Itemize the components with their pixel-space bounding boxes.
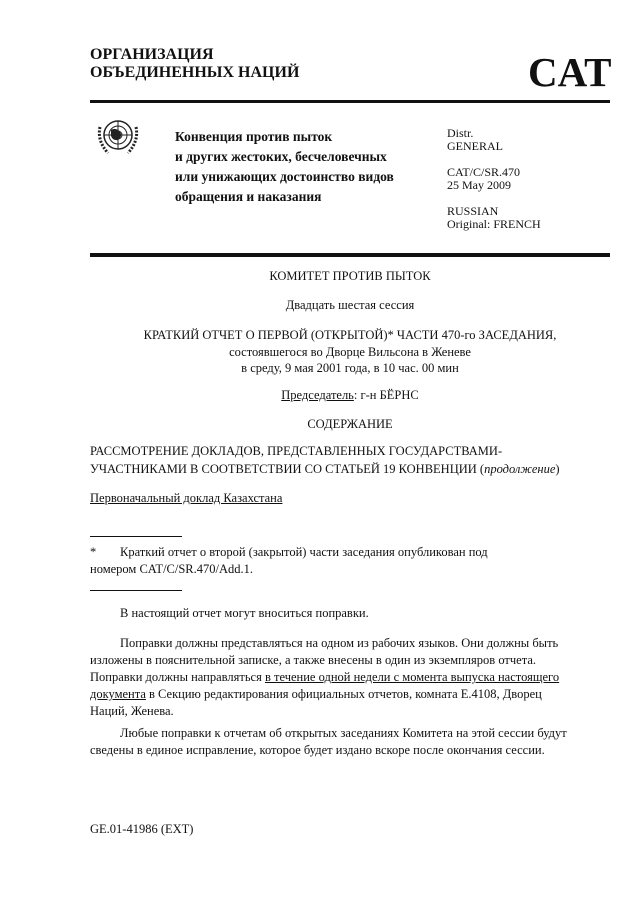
note-underlined: документа bbox=[90, 687, 146, 701]
chairperson bbox=[90, 388, 610, 403]
chair-label: Председатель bbox=[281, 388, 354, 402]
note-paragraph: сведены в единое исправление, которое будет издано вскоре после окончания сессии. bbox=[90, 743, 545, 757]
footnote-text: номером CAT/C/SR.470/Add.1. bbox=[90, 562, 254, 576]
doc-date: 25 May 2009 bbox=[447, 178, 511, 192]
un-emblem-icon bbox=[94, 113, 142, 161]
convention-line: и других жестоких, бесчеловечных bbox=[175, 149, 387, 164]
note-text: в Секцию редактирования официальных отчетов, комната E.4108, Дворец bbox=[145, 687, 542, 701]
note-underlined: в течение одной недели с момента выпуска настоящего bbox=[264, 670, 560, 684]
summary-title: КРАТКИЙ ОТЧЕТ О ПЕРВОЙ (ОТКРЫТОЙ)* ЧАСТИ 470-го ЗАСЕДАНИЯ, bbox=[143, 328, 557, 342]
footnote-text: Краткий отчет о второй (закрытой) части заседания опубликован под bbox=[120, 545, 488, 559]
distr-label: Distr. bbox=[447, 126, 474, 140]
committee-heading: КОМИТЕТ ПРОТИВ ПЫТОК bbox=[269, 269, 431, 283]
org-name-line1: ОРГАНИЗАЦИЯ bbox=[90, 46, 214, 63]
note-paragraph: изложены в пояснительной записке, а также внесены в один из экземпляров отчета. bbox=[90, 653, 536, 667]
note-paragraph: Любые поправки к отчетам об открытых заседаниях Комитета на этой сессии будут bbox=[120, 726, 567, 740]
doc-symbol: CAT/C/SR.470 bbox=[447, 165, 521, 179]
contents-heading: СОДЕРЖАНИЕ bbox=[307, 417, 393, 431]
original-language: Original: FRENCH bbox=[447, 217, 541, 231]
agenda-item-close: ) bbox=[555, 462, 560, 476]
note-paragraph bbox=[90, 670, 559, 685]
chair-name: : г-н БЁРНС bbox=[353, 388, 419, 402]
note-paragraph bbox=[90, 687, 542, 702]
sub-item-text: Первоначальный доклад Казахстана bbox=[90, 491, 283, 505]
note-paragraph: Поправки должны представляться на одном из рабочих языков. Они должны быть bbox=[120, 636, 559, 650]
summary-title: состоявшегося во Дворце Вильсона в Женеве bbox=[229, 345, 471, 359]
agenda-item bbox=[90, 462, 560, 477]
convention-line: Конвенция против пыток bbox=[175, 129, 333, 144]
footnote-mark: * bbox=[90, 545, 97, 559]
agenda-item: РАССМОТРЕНИЕ ДОКЛАДОВ, ПРЕДСТАВЛЕННЫХ ГОСУДАРСТВАМИ- bbox=[90, 444, 503, 458]
header-rule bbox=[90, 100, 610, 103]
note-paragraph: Наций, Женева. bbox=[90, 704, 174, 718]
session-heading: Двадцать шестая сессия bbox=[285, 298, 415, 312]
note-paragraph: В настоящий отчет могут вноситься поправки. bbox=[120, 606, 369, 620]
footnote-rule bbox=[90, 590, 182, 591]
language: RUSSIAN bbox=[447, 204, 499, 218]
summary-title: в среду, 9 мая 2001 года, в 10 час. 00 мин bbox=[241, 361, 459, 375]
job-number: GE.01-41986 (EXT) bbox=[90, 822, 194, 836]
sub-item bbox=[90, 491, 282, 506]
header-bottom-rule bbox=[90, 253, 610, 257]
document-symbol-large: CAT bbox=[528, 49, 612, 95]
convention-line: обращения и наказания bbox=[175, 189, 322, 204]
org-name-line2: ОБЪЕДИНЕННЫХ НАЦИЙ bbox=[90, 64, 300, 81]
convention-line: или унижающих достоинство видов bbox=[175, 169, 394, 184]
note-text: Поправки должны направляться bbox=[90, 670, 265, 684]
footnote-rule bbox=[90, 536, 182, 537]
distr-value: GENERAL bbox=[447, 139, 503, 153]
agenda-item-text: УЧАСТНИКАМИ В СООТВЕТСТВИИ СО СТАТЬЕЙ 19 КОНВЕНЦИИ ( bbox=[90, 462, 485, 476]
agenda-item-continued: продолжение bbox=[484, 462, 556, 476]
